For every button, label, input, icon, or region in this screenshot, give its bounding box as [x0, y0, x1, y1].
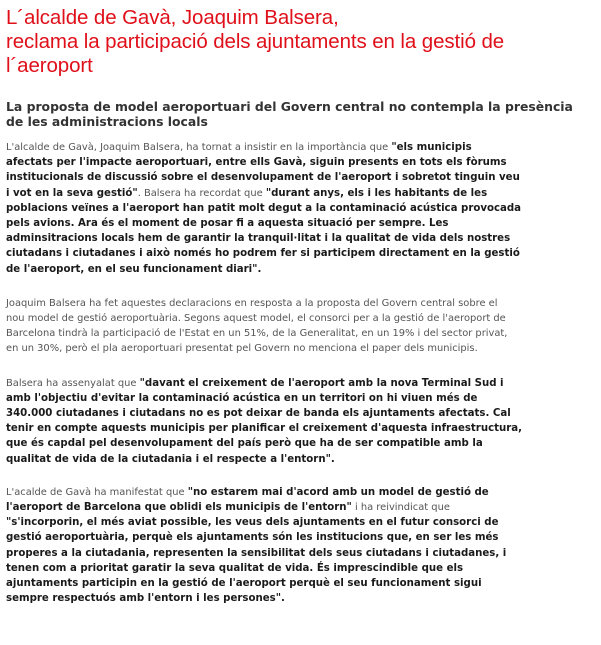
text-line: en un 30%, però el pla aeroportuari presentat pel Govern no menciona el paper dels municipis. — [6, 343, 478, 355]
quote-line: tenen com a prioritat garatir la seva qualitat de vida. És imprescindible que els — [6, 562, 464, 574]
article-subtitle — [6, 99, 596, 129]
quote-run: "els municipis — [391, 142, 472, 153]
quote-line: que és capdal pel desenvolupament del país però que ha de ser compatible amb la — [6, 438, 483, 450]
headline-line: L´alcalde de Gavà, Joaquim Balsera, — [6, 6, 339, 29]
quote-line: ajuntaments participin en la gestió de l'aeroport perquè el seu funcionament sigui — [6, 578, 482, 590]
quote-line: gestió aeroportuària, perquè els ajuntaments són les institucions que, en ser les més — [6, 532, 499, 544]
subtitle-line: de les administracions locals — [6, 114, 208, 129]
quote-line: tenir en compte aquests municipis per planificar el creixement d'aquesta infraestructura, — [6, 423, 523, 435]
quote-line: "s'incorporin, el més aviat possible, les veus dels ajuntaments en el futur consorci de — [6, 517, 499, 529]
text-line — [6, 186, 596, 201]
quote-line: amb l'objectiu d'evitar la contaminació acústica en un territori on hi viuen més de — [6, 392, 478, 404]
quote-line: institucionals de discussió sobre el desenvolupament de l'aeroport i sobretot tinguin veu — [6, 172, 520, 184]
text-run: L'acalde de Gavà ha manifestat que — [6, 486, 188, 498]
quote-run: l'aeroport de Barcelona que oblidi els municipis de l'entorn" — [6, 502, 352, 514]
quote-line: de l'aeroport, en el seu funcionament diari". — [6, 263, 262, 275]
quote-line: sempre respectuós amb l'entorn i les persones". — [6, 593, 285, 605]
headline-line: l´aeroport — [6, 54, 93, 77]
quote-line: poblacions veïnes a l'aeroport han patit molt degut a la contaminació acústica provocada — [6, 202, 522, 214]
text-line: Joaquim Balsera ha fet aquestes declaracions en resposta a la proposta del Govern central sobre el — [6, 297, 498, 309]
quote-run: "no estarem mai d'acord amb un model de gestió de — [187, 486, 489, 498]
text-line — [6, 485, 596, 500]
text-run: . Balsera ha recordat que — [137, 187, 266, 199]
quote-run: "davant el creixement de l'aeroport amb la nova Terminal Sud i — [139, 377, 504, 389]
quote-line: qualitat de vida de la ciutadania i el respecte a l'entorn". — [6, 453, 335, 465]
quote-line: afectats per l'impacte aeroportuari, entre ells Gavà, siguin presents en tots els fòrums — [6, 157, 507, 169]
text-run: Balsera ha assenyalat que — [6, 377, 140, 389]
paragraph-3 — [6, 376, 596, 467]
text-line — [6, 140, 596, 155]
text-line — [6, 376, 596, 391]
text-run: L'alcalde de Gavà, Joaquim Balsera, ha tornat a insistir en la importància que — [6, 142, 392, 153]
quote-line: properes a la ciutadania, representen la sensibilitat dels seus ciutadans i ciutadanes, i — [6, 547, 507, 559]
text-line — [6, 500, 596, 515]
quote-line: adminsitracions locals hem de garantir la tranquil·litat i la qualitat de vida dels nostres — [6, 233, 511, 245]
text-line: nou model de gestió aeroportuària. Segons aquest model, el consorci per a la gestió de l'aeroport de — [6, 313, 506, 325]
text-line: Barcelona tindrà la participació de l'Estat en un 51%, de la Generalitat, en un 19% i del sector privat, — [6, 328, 508, 340]
quote-line: pels avions. Ara és el moment de posar fi a aquesta situació per sempre. Les — [6, 218, 449, 230]
quote-run: i vot en la seva gestió" — [6, 187, 138, 199]
quote-run: "durant anys, els i les habitants de les — [265, 187, 488, 199]
quote-line: 340.000 ciutadanes i ciutadans no es pot deixar de banda els ajuntaments afectats. Cal — [6, 408, 511, 420]
subtitle-line: La proposta de model aeroportuari del Govern central no contempla la presència — [6, 99, 573, 114]
paragraph-1 — [6, 140, 596, 277]
article-headline — [6, 6, 596, 78]
quote-line: ciutadans i ciutadanes i això només ho podrem fer si participem directament en la gestió — [6, 248, 520, 260]
paragraph-4 — [6, 485, 596, 607]
text-run: i ha reivindicat que — [351, 502, 450, 514]
article — [6, 6, 596, 606]
paragraph-2 — [6, 296, 596, 357]
headline-line: reclama la participació dels ajuntaments en la gestió de — [6, 30, 505, 53]
